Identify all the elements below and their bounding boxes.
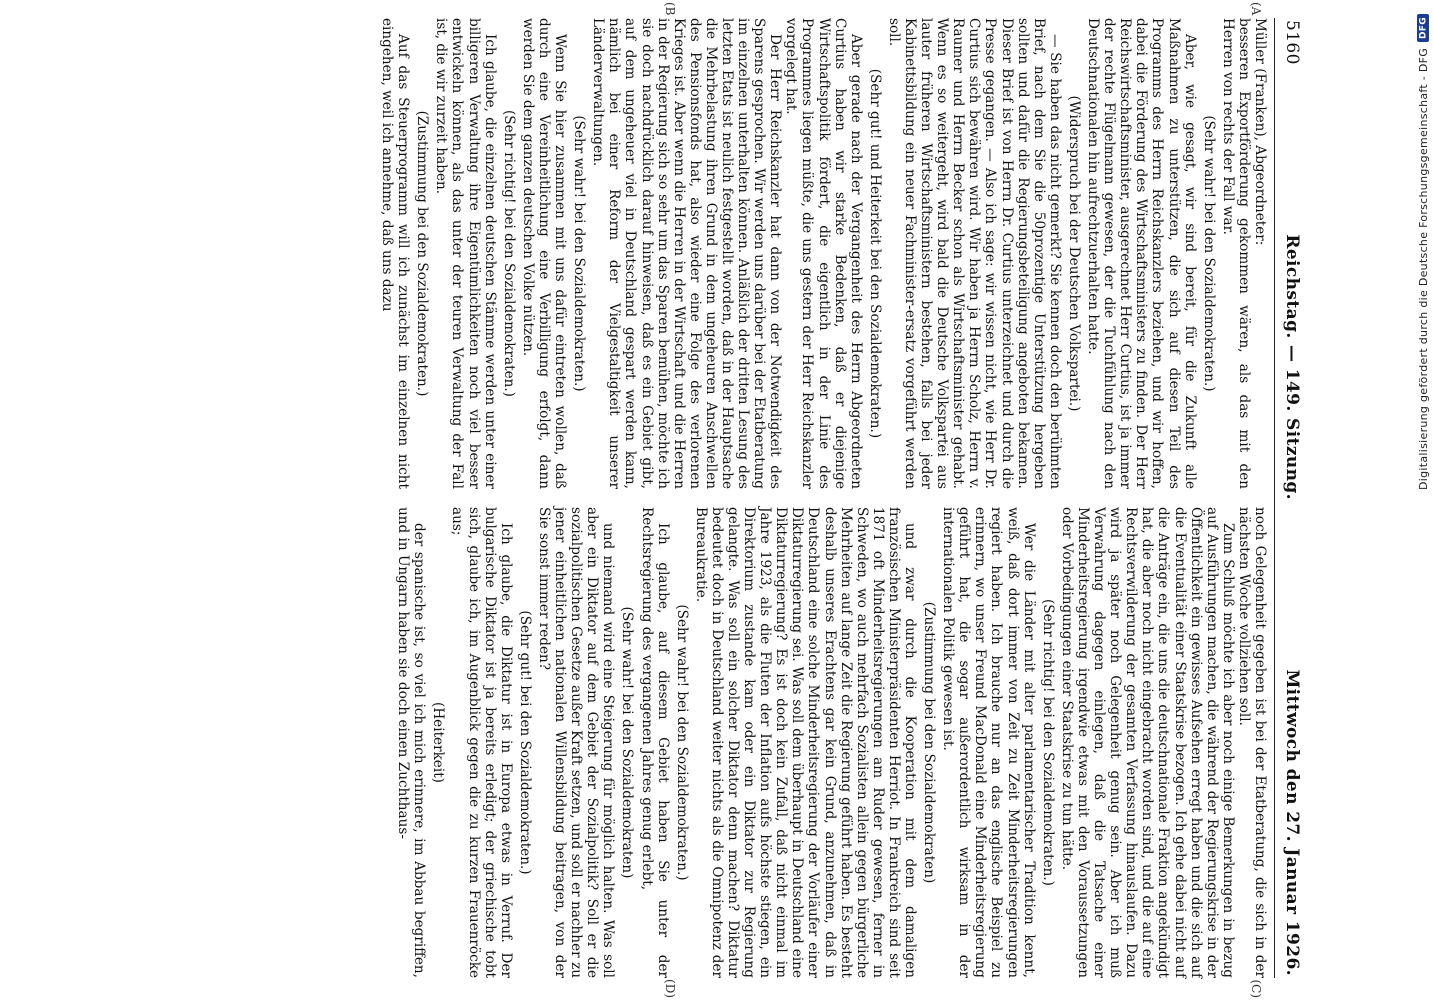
funding-note-text: Digitalisierung gefördert durch die Deutsche Forschungsgemeinschaft - DFG: [1417, 47, 1430, 491]
dfg-logo-icon: DFG: [1418, 14, 1430, 42]
paragraph: Müller (Franken), Abgeordneter:: [1252, 18, 1268, 246]
interjection: (Sehr gut! bei den Sozialdemokraten.): [516, 610, 533, 875]
text-columns: [379, 2, 1268, 998]
interjection: (Sehr wahr! bei den Sozialdemokraten.): [571, 115, 588, 392]
paragraph: Auf das Steuerprogramm will ich zunächst im einzelnen nicht eingehen, weil ich annehme, daß uns dazu: [379, 18, 412, 489]
paragraph: Ich glaube, auf diesem Gebiet haben Sie unter der Rechtsregierung des vergangenen Jahres genug erlebt,: [638, 507, 671, 978]
paragraph: Der Herr Reichskanzler hat dann von der Notwendigkeit des Sparens gesprochen. Wir werden uns darüber bei der Etatberatung im einzelnen unterhalten können. Anläßlich der dritten Lesung des letzten Etats ist neulich festgestellt worden, daß in der Hauptsache die Mehrbelastung ihren Grund in dem ungeheuren Anschwellen des Pensionsfonds hat, also wieder eine Folge des verlorenen Krieges ist. Aber wenn die Herren in der Wirtschaft und die Herren in der Regierung sich so sehr um das Sparen bemühen, möchte ich sie doch nachdrücklich darauf hinweisen, daß es ein Gebiet gibt, auf dem ungeheuer viel in Deutschland gespart werden kann, nämlich bei einer Reform der Vielgestaltigkeit unserer Länderverwaltungen.: [590, 18, 784, 489]
document-page: [72, 0, 1312, 1000]
paragraph: besseren Exportförderung gekommen wären, als das mit den Herren von rechts der Fall war.: [1219, 18, 1252, 489]
header-left-title: Reichstag. — 149. Sitzung.: [1282, 234, 1302, 500]
interjection: (Sehr richtig! bei den Sozialdemokraten.): [500, 110, 517, 397]
interjection: (Sehr gut! und Heiterkeit bei den Sozialdemokraten.): [866, 68, 883, 439]
paragraph: — Sie haben das nicht gemerkt? Sie kennen doch den berühmten Brief, nach dem Sie die 50prozentige Unterstützung hergeben sollten und dafür die Regierungsbeteiligung angeboten bekamen. Dieser Brief ist von Herrn Dr. Curtius unterzeichnet und durch die Presse gegangen. — Also ich sage: wir wissen nicht, wie Herr Dr. Curtius sich bewähren wird. Wir haben ja Herrn Scholz, Herrn v. Raumer und Herrn Becker schon als Wirtschaftsminister gehabt. Wenn es so weitergeht, wird bald die Deutsche Volkspartei aus lauter früheren Wirtschaftsministern bestehen, falls bei jeder Kabinettsbildung ein neuer Fachminister-ersatz vorgeführt werden soll.: [885, 18, 1063, 489]
margin-marker-a: (A: [1249, 2, 1263, 16]
paragraph: Ich glaube, die Diktatur ist in Europa etwas in Verruf. Der bulgarische Diktator ist ja bereits erledigt; der griechische tobt sich, glaube ich, im Augenblick gegen die zu kurzen Frauenröcke aus;: [449, 507, 514, 978]
paragraph: und niemand wird eine Steigerung für möglich halten. Was soll aber ein Diktator auf dem Gebiet der Sozialpolitik? Soll er die sozialpolitischen Gesetze außer Kraft setzen, und soll er nachher zu jener einheitlichen nationalen Willensbildung beitragen, von der Sie sonst immer reden?: [535, 507, 617, 978]
paragraph: Wer die Länder mit alter parlamentarischer Tradition kennt, weiß, daß dort immer von Zeit zu Zeit Minderheitsregierungen regiert haben. Ich brauche nur an das englische Beispiel zu erinnern, wo unser Freund MacDonald eine Minderheitsregierung geführt hat, die sogar außerordentlich wirksam in der internationalen Politik gewesen ist.: [940, 507, 1037, 978]
page-header: [1274, 18, 1302, 978]
header-right-title: Mittwoch den 27. Januar 1926.: [1282, 669, 1302, 976]
paragraph: Ich glaube, die einzelnen deutschen Stämme werden unter einer billigeren Verwaltung ihre Eigentümlichkeiten noch viel besser entwickeln können, als das unter der teuren Verwaltung der Fall ist, die wir zurzeit haben.: [433, 18, 498, 489]
margin-marker-c: (C): [1249, 979, 1263, 998]
paragraph: und zwar durch die Kooperation mit dem damaligen französischen Ministerpräsidenten Herriot. In Frankreich sind seit 1871 oft Minderheitsregierungen am Ruder gewesen, ferner in Schweden, wo auch mehrfach Sozialisten allein gegen bürgerliche Mehrheiten auf lange Zeit die Regierung geführt haben. Es besteht deshalb unseres Erachtens gar kein Grund, anzunehmen, daß in Deutschland eine solche Minderheitsregierung der Vorläufer einer Diktaturregierung sei. Was soll dem überhaupt in Deutschland eine Diktaturregierung? Es ist doch kein Zufall, daß nicht einmal im Jahre 1923, als die Fluten der Inflation aufs höchste stiegen, ein Direktorium zustande kam oder ein Diktator zur Regierung gelangte. Was soll ein solcher Diktator denn machen? Diktatur bedeutet doch in Deutschland weiter nichts als die Omnipotenz der Bureaukratie.: [692, 507, 919, 978]
margin-marker-d: (D): [663, 979, 677, 998]
interjection: (Sehr richtig! bei den Sozialdemokraten.): [1039, 599, 1056, 886]
funding-note: [1417, 14, 1430, 490]
interjection: (Sehr wahr! bei den Sozialdemokraten.): [673, 604, 690, 881]
paragraph: Zum Schluß möchte ich aber noch einige Bemerkungen in bezug auf Ausführungen machen, die während der Regierungskrise in der Öffentlichkeit ein gewisses Aufsehen erregt haben und die sich auf die Eventualität einer Staatskrise bezogen. Ich gehe dabei nicht auf die Anträge ein, die uns die deutschnationale Fraktion angekündigt hat, die aber noch nicht eingebracht worden sind, und die auf eine Rechtsverwilderung der gesamten Verfassung hinauslaufen. Dazu wird ja später noch Gelegenheit genug sein. Aber ich muß Verwahrung dagegen einlegen, daß die Tatsache einer Minderheitsregierung irgendwie etwas mit den Voraussetzungen oder Vorbedingungen einer Staatskrise zu tun hätte.: [1058, 507, 1236, 978]
paragraph: Aber, wie gesagt, wir sind bereit, für die Zukunft alle Maßnahmen zu unterstützen, die sich auf diesen Teil des Programms des Herrn Reichskanzlers beziehen, und wir hoffen, dabei die Förderung des Wirtschaftsministers zu finden. Der Herr Reichswirtschaftsminister, ausgerechnet Herr Curtius, ist ja immer der rechte Flügelmann gewesen, der die Tuchfühlung nach den Deutschnationalen hin aufrechtzuerhalten hatte.: [1085, 18, 1198, 489]
interjection: (Sehr wahr! bei den Sozialdemokraten): [619, 606, 636, 879]
margin-marker-b: (B: [663, 2, 677, 16]
paragraph: der spanische ist, so viel ich mich erinnere, im Abbau begriffen, und in Ungarn haben sie doch einen Zuchthaus-: [395, 507, 428, 978]
paragraph: Wenn Sie hier zusammen mit uns dafür eintreten wollen, daß durch eine Vereinheitlichung eine Verbilligung erfolgt, dann werden Sie dem ganzen deutschen Volke nützen.: [519, 18, 569, 489]
paragraph: Aber gerade nach der Vergangenheit des Herrn Abgeordneten Curtius haben wir starke Bedenken, daß er diejenige Wirtschaftspolitik fördert, die eigentlich in der Linie des Programmes liegen müßte, die uns gestern der Herr Reichskanzler vorgelegt hat.: [783, 18, 864, 489]
right-column: [379, 507, 1268, 978]
paragraph: noch Gelegenheit gegeben ist bei der Etatberatung, die sich in der nächsten Woche vollziehen soll.: [1235, 507, 1268, 978]
page-number: 5160: [1282, 20, 1302, 65]
interjection: (Widerspruch bei der Deutschen Volkspartei.): [1065, 95, 1082, 412]
interjection: (Heiterkeit): [430, 702, 447, 783]
interjection: (Zustimmung bei den Sozialdemokraten.): [414, 110, 431, 397]
interjection: (Sehr wahr! bei den Sozialdemokraten.): [1200, 115, 1217, 392]
left-column: [379, 18, 1268, 489]
interjection: (Zustimmung bei den Sozialdemokraten): [921, 601, 938, 884]
